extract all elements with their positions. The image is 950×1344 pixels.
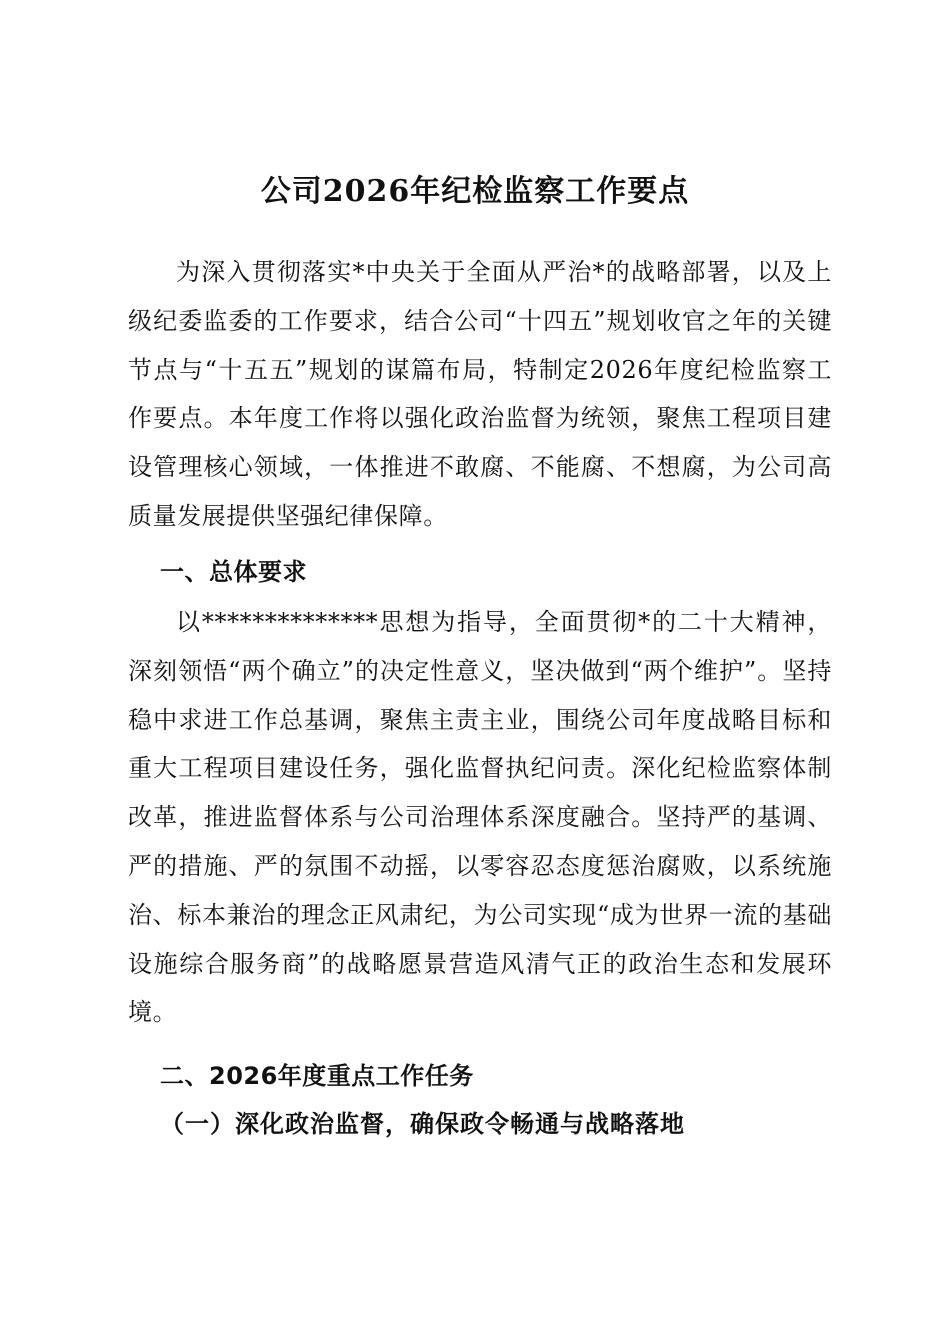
section-heading-key-tasks: 二、2026年度重点工作任务 bbox=[160, 1062, 474, 1090]
subsection-heading-political-supervision: （一）深化政治监督，确保政令畅通与战略落地 bbox=[160, 1109, 685, 1138]
section-heading-overall-requirements: 一、总体要求 bbox=[160, 558, 307, 586]
intro-paragraph: 为深入贯彻落实*中央关于全面从严治*的战略部署，以及上级纪委监委的工作要求，结合公司“十四五”规划收官之年的关键节点与“十五五”规划的谋篇布局，特制定2026年度纪检监察工作要点。本年度工作将以强化政治监督为统领，聚焦工程项目建设管理核心领域，一体推进不敢腐、不能腐、不想腐，为公司高质量发展提供坚强纪律保障。 bbox=[128, 258, 832, 530]
overall-requirements-paragraph: 以**************思想为指导，全面贯彻*的二十大精神，深刻领悟“两个确立”的决定性意义，坚决做到“两个维护”。坚持稳中求进工作总基调，聚焦主责主业，围绕公司年度战略目标和重大工程项目建设任务，强化监督执纪问责。深化纪检监察体制改革，推进监督体系与公司治理体系深度融合。坚持严的基调、严的措施、严的氛围不动摇，以零容忍态度惩治腐败，以系统施治、标本兼治的理念正风肃纪，为公司实现“成为世界一流的基础设施综合服务商”的战略愿景营造风清气正的政治生态和发展环境。 bbox=[128, 608, 832, 1027]
document-title: 公司2026年纪检监察工作要点 bbox=[260, 174, 690, 209]
